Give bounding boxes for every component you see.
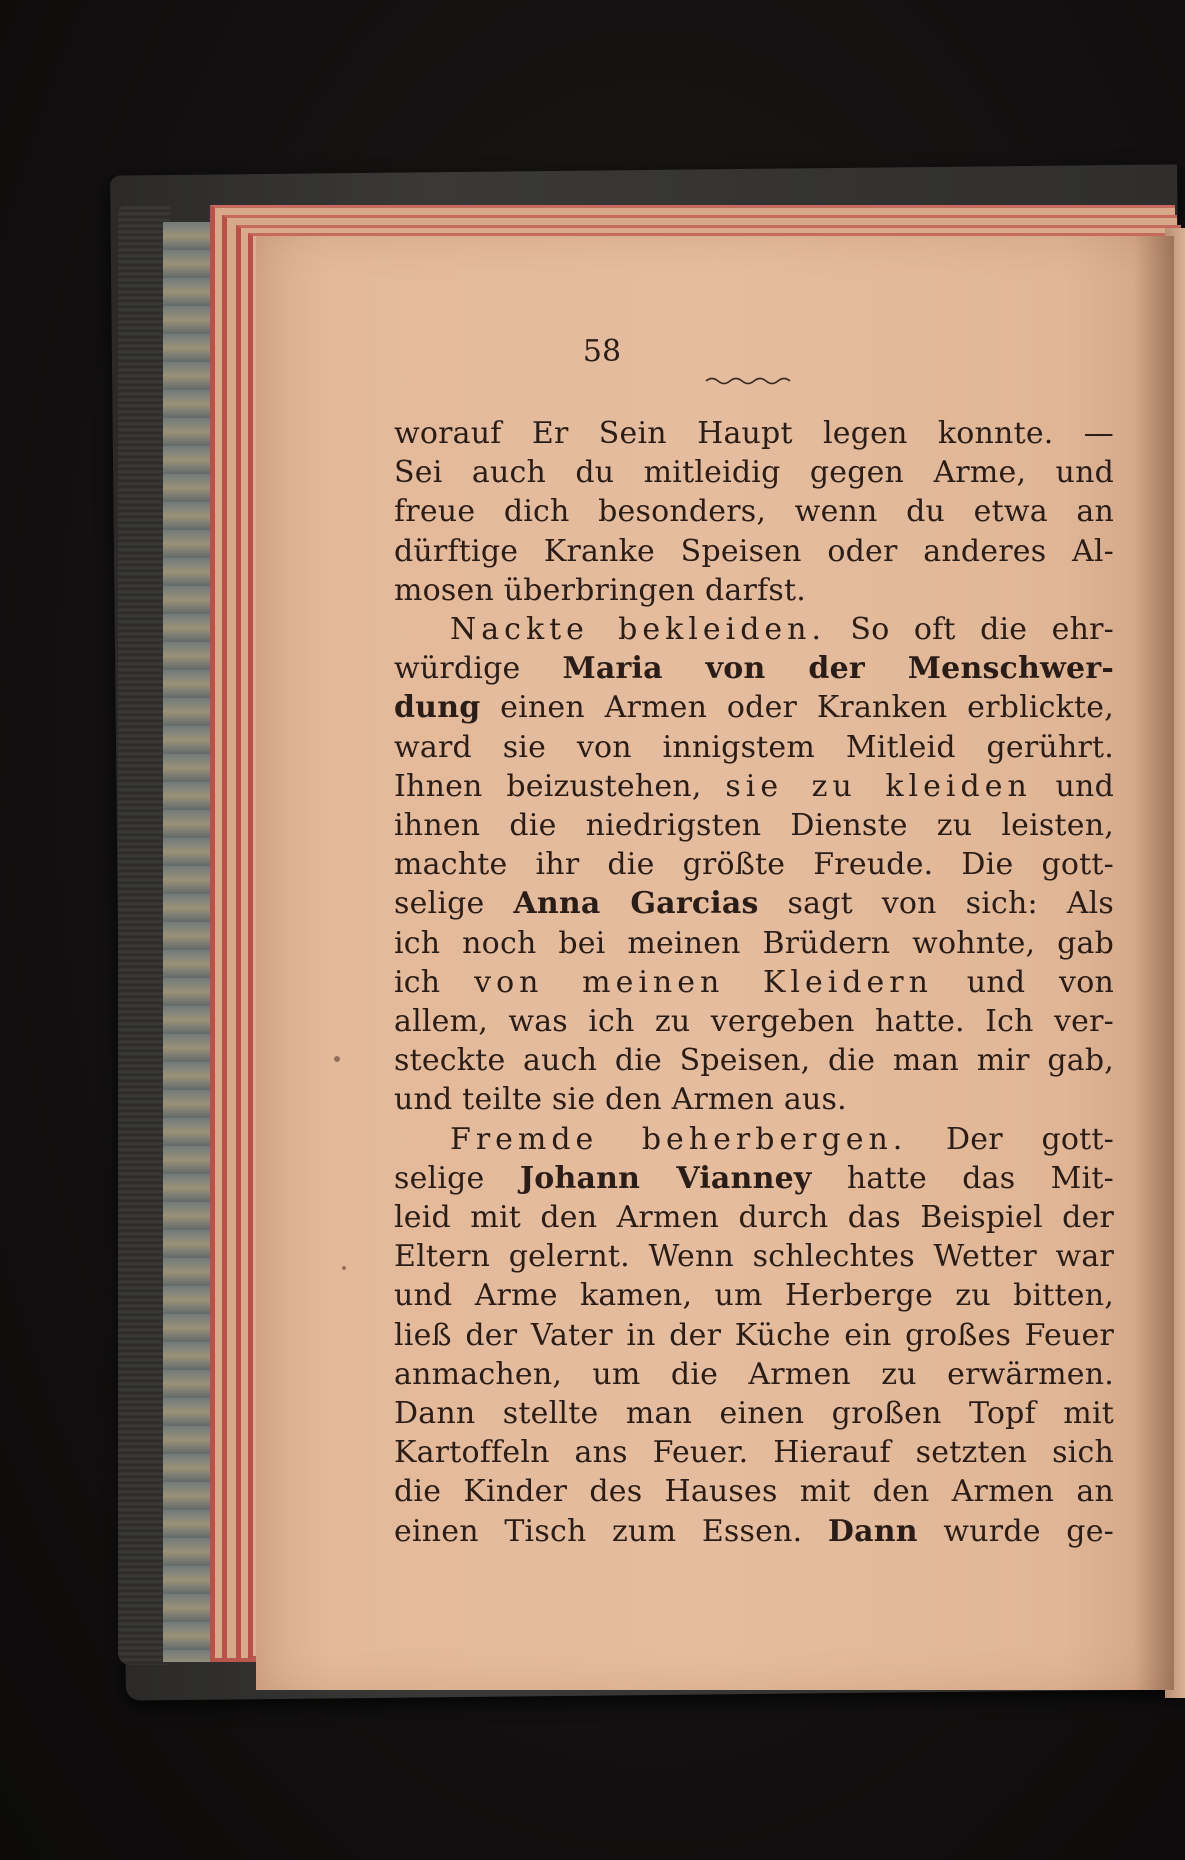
word-emphasis: Dann (827, 1513, 918, 1549)
decorative-page-edge (163, 222, 214, 1662)
text-line: Dann stellte man einen großen Topf mit (394, 1396, 1114, 1432)
book-page (256, 236, 1174, 1690)
text-line: freue dich besonders, wenn du etwa an (394, 494, 1114, 530)
text-line: ich noch bei meinen Brüdern wohnte, gab (394, 925, 1114, 961)
text-line: ich von meinen Kleidern und von (394, 964, 1114, 1000)
text-line: Eltern gelernt. Wenn schlechtes Wetter war (394, 1239, 1114, 1275)
text-line: steckte auch die Speisen, die man mir gab, (394, 1043, 1114, 1079)
paper-speck (334, 1056, 340, 1062)
text-line: mosen überbringen darfst. (394, 572, 806, 608)
text-line: Sei auch du mitleidig gegen Arme, und (394, 455, 1114, 491)
text-line: leid mit den Armen durch das Beispiel der (394, 1200, 1114, 1236)
text-line: würdige Maria von der Menschwer- (394, 651, 1114, 687)
spaced-text: sie zu kleiden (725, 768, 1032, 804)
text-line: selige Anna Garcias sagt von sich: Als (394, 886, 1114, 922)
text-line: machte ihr die größte Freude. Die gott- (394, 847, 1114, 883)
spaced-heading: Nackte bekleiden. (450, 612, 827, 648)
text-line: ward sie von innigstem Mitleid gerührt. (394, 729, 1114, 765)
text-line: anmachen, um die Armen zu erwärmen. (394, 1356, 1114, 1392)
text-line: ließ der Vater in der Küche ein großes Feuer (394, 1317, 1114, 1353)
text-line: einen Tisch zum Essen. Dann wurde ge- (394, 1513, 1114, 1549)
text-line: dürftige Kranke Speisen oder anderes Al- (394, 533, 1114, 569)
paper-speck (342, 1266, 346, 1270)
text-line: ihnen die niedrigsten Dienste zu leisten, (394, 808, 1114, 844)
text-line: dung einen Armen oder Kranken erblickte, (394, 690, 1114, 726)
text-line: und teilte sie den Armen aus. (394, 1082, 847, 1118)
text-line: worauf Er Sein Haupt legen konnte. — (394, 416, 1114, 451)
text-line: und Arme kamen, um Herberge zu bitten, (394, 1278, 1114, 1314)
name-emphasis: Johann Vianney (519, 1160, 812, 1196)
spaced-text: von meinen Kleidern (474, 964, 933, 1000)
text-line: Kartoffeln ans Feuer. Hierauf setzten sich (394, 1435, 1114, 1471)
text-line: selige Johann Vianney hatte das Mit- (394, 1160, 1114, 1196)
wavy-ornament-icon (704, 376, 796, 386)
text-line: die Kinder des Hauses mit den Armen an (394, 1474, 1114, 1510)
text-line: Fremde beherbergen. Der gott- (450, 1121, 1115, 1157)
text-line: Nackte bekleiden. So oft die ehr- (450, 612, 1114, 648)
body-text (394, 414, 1114, 1551)
name-emphasis: Anna Garcias (513, 886, 759, 922)
spaced-heading: Fremde beherbergen. (450, 1121, 908, 1157)
name-emphasis: Maria von der Menschwer- (562, 651, 1114, 687)
page-number: 58 (582, 334, 622, 369)
text-line: allem, was ich zu vergeben hatte. Ich ver- (394, 1004, 1114, 1040)
name-emphasis: dung (394, 690, 481, 726)
text-line: Ihnen beizustehen, sie zu kleiden und (394, 768, 1114, 804)
gutter-shadow (1134, 236, 1174, 1690)
